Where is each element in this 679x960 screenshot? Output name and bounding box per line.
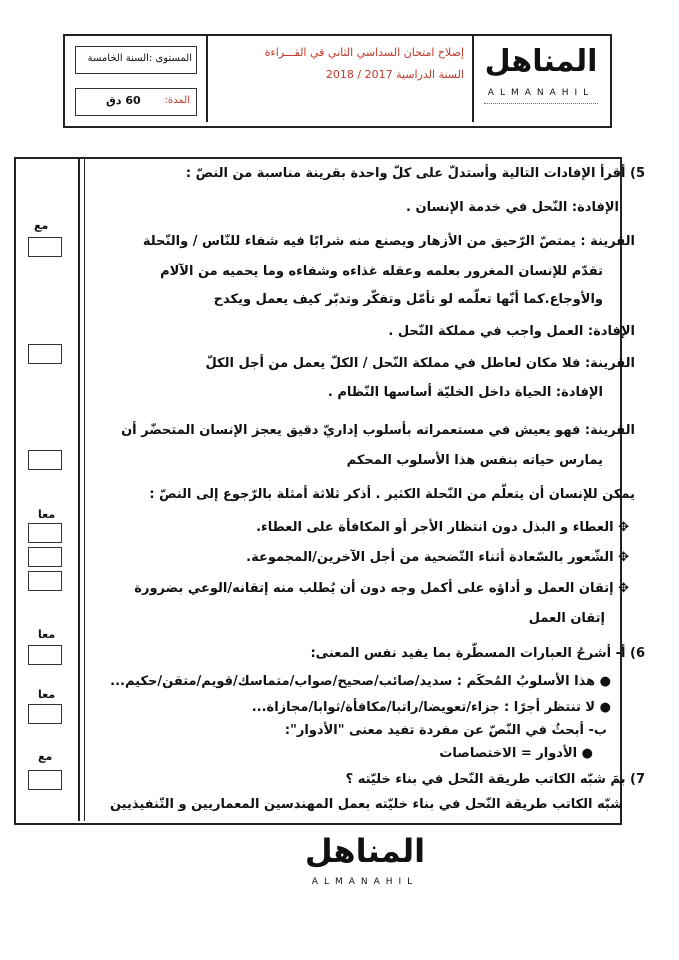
- q5-number: 5): [630, 166, 645, 181]
- q5-info3: الإفادة: الحياة داخل الخليّة أساسها النّظام .: [327, 385, 603, 400]
- q6-item3: ● الأدوار = الاختصاصات: [439, 746, 593, 761]
- grade-box[interactable]: [28, 523, 62, 543]
- bullet-icon: ✥: [613, 581, 629, 596]
- duration-cell: [75, 88, 197, 116]
- duration-value: 60 دق: [106, 94, 141, 107]
- q5-evidence2: القرينة: فلا مكان لعاطل في مملكة النّحل / الكلّ يعمل من أجل الكلّ: [205, 356, 635, 371]
- title-line2: السنة الدراسية 2017 / 2018: [325, 68, 464, 81]
- footer-logo-subtext: ALMANAHIL: [311, 877, 419, 887]
- level-cell: [75, 46, 197, 74]
- q7-question: [95, 771, 645, 789]
- q5-bullet-3: ✥ إتقان العمل و أداؤه على أكمل وجه دون أن يُطلب منه إتقانه/الوعي بضرورة: [134, 581, 629, 596]
- bullet-icon: ✥: [613, 520, 629, 535]
- q5-bullet-1: ✥ العطاء و البذل دون انتظار الأجر أو المكافأة على العطاء.: [256, 520, 629, 535]
- margin-divider: [78, 159, 80, 821]
- margin-mark: معا: [38, 628, 56, 641]
- margin-mark: معا: [38, 688, 56, 701]
- logo-subtext: ALMANAHIL: [487, 88, 595, 98]
- margin-mark: مع: [38, 750, 53, 763]
- grade-box[interactable]: [28, 571, 62, 591]
- q5-text: أقرأ الإفادات التالية وأستدلّ على كلّ واحدة بقرينة مناسبة من النصّ :: [185, 166, 626, 181]
- q5-evidence3b: يمارس حياته بنفس هذا الأسلوب المحكم: [346, 453, 603, 468]
- margin-divider-inner: [84, 159, 85, 821]
- q6-part-b: ب- أبحثُ في النّصّ عن مفردة تفيد معنى "الأدوار":: [284, 723, 607, 738]
- q6-number: 6): [630, 646, 645, 661]
- q5-learn: يمكن للإنسان أن يتعلّم من النّحلة الكثير . أذكر ثلاثة أمثلة بالرّجوع إلى النصّ :: [149, 487, 635, 502]
- grade-box[interactable]: [28, 770, 62, 790]
- q5-instruction: [90, 165, 645, 183]
- q5-bullet-3-cont: إتقان العمل: [528, 611, 605, 626]
- footer-logo: [300, 832, 430, 892]
- exam-title: [208, 36, 470, 122]
- grade-box[interactable]: [28, 344, 62, 364]
- margin-mark: معا: [38, 508, 56, 521]
- header-logo: [472, 36, 608, 122]
- margin-mark-top: مع: [34, 219, 49, 232]
- grade-box[interactable]: [28, 450, 62, 470]
- logo-divider: [484, 103, 598, 104]
- q6-instruction: [95, 645, 645, 663]
- bullet-dot: ●: [595, 700, 611, 715]
- grade-box[interactable]: [28, 237, 62, 257]
- q6-item2: ● لا تنتظر أجرًا : جزاء/تعويضا/راتبا/مكافأة/ثوابا/مجازاة...: [251, 700, 611, 715]
- q5-evidence3a: القرينة: فهو يعيش في مستعمراته بأسلوب إداريّ دقيق يعجز الإنسان المتحضّر أن: [121, 423, 635, 438]
- q6-text: أ- أشرحُ العبارات المسطّرة بما يفيد نفس المعنى:: [310, 646, 626, 661]
- grade-box[interactable]: [28, 645, 62, 665]
- q5-evidence1b: تقدّم للإنسان المغرور بعلمه وعقله غذاءه وشفاءه وما يحميه من الآلام: [160, 264, 603, 279]
- bullet-dot: ●: [595, 674, 611, 689]
- q7-text: بمَ شبّه الكاتب طريقة النّحل في بناء خليّته ؟: [345, 772, 626, 787]
- bullet-dot: ●: [577, 746, 593, 761]
- footer-logo-text: المناهل: [304, 832, 426, 870]
- duration-label: المدة:: [164, 95, 190, 106]
- q5-info1: الإفادة: النّحل في خدمة الإنسان .: [406, 200, 619, 215]
- level-label: المستوى :السنة الخامسة: [87, 53, 192, 64]
- bullet-icon: ✥: [613, 550, 629, 565]
- q7-number: 7): [630, 772, 645, 787]
- q5-evidence1c: والأوجاع.كما أنّها تعلّمه لو تأمّل وتفكّر وتدبّر كيف يعمل ويكدح: [213, 292, 603, 307]
- exam-meta: [65, 36, 208, 122]
- grade-box[interactable]: [28, 704, 62, 724]
- grade-box[interactable]: [28, 547, 62, 567]
- q6-item1: ● هذا الأسلوبُ المُحكَم : سديد/صائب/صحيح/صواب/متماسك/قويم/متقن/حكيم...: [110, 674, 611, 689]
- q5-evidence1a: القرينة : يمتصّ الرّحيق من الأزهار ويصنع منه شرابًا فيه شفاء للنّاس / والنّحلة: [142, 234, 635, 249]
- q7-answer: شبّه الكاتب طريقة النّحل في بناء خليّته بعمل المهندسين المعماريين و التّنفيذيين: [109, 797, 623, 812]
- q5-info2: الإفادة: العمل واجب في مملكة النّحل .: [388, 324, 635, 339]
- q5-bullet-2: ✥ الشّعور بالسّعادة أثناء التّضحية من أجل الآخرين/المجموعة.: [246, 550, 629, 565]
- title-line1: إصلاح امتحان السداسي الثاني في القـــراءة: [264, 46, 464, 59]
- logo-text: المناهل: [484, 44, 598, 79]
